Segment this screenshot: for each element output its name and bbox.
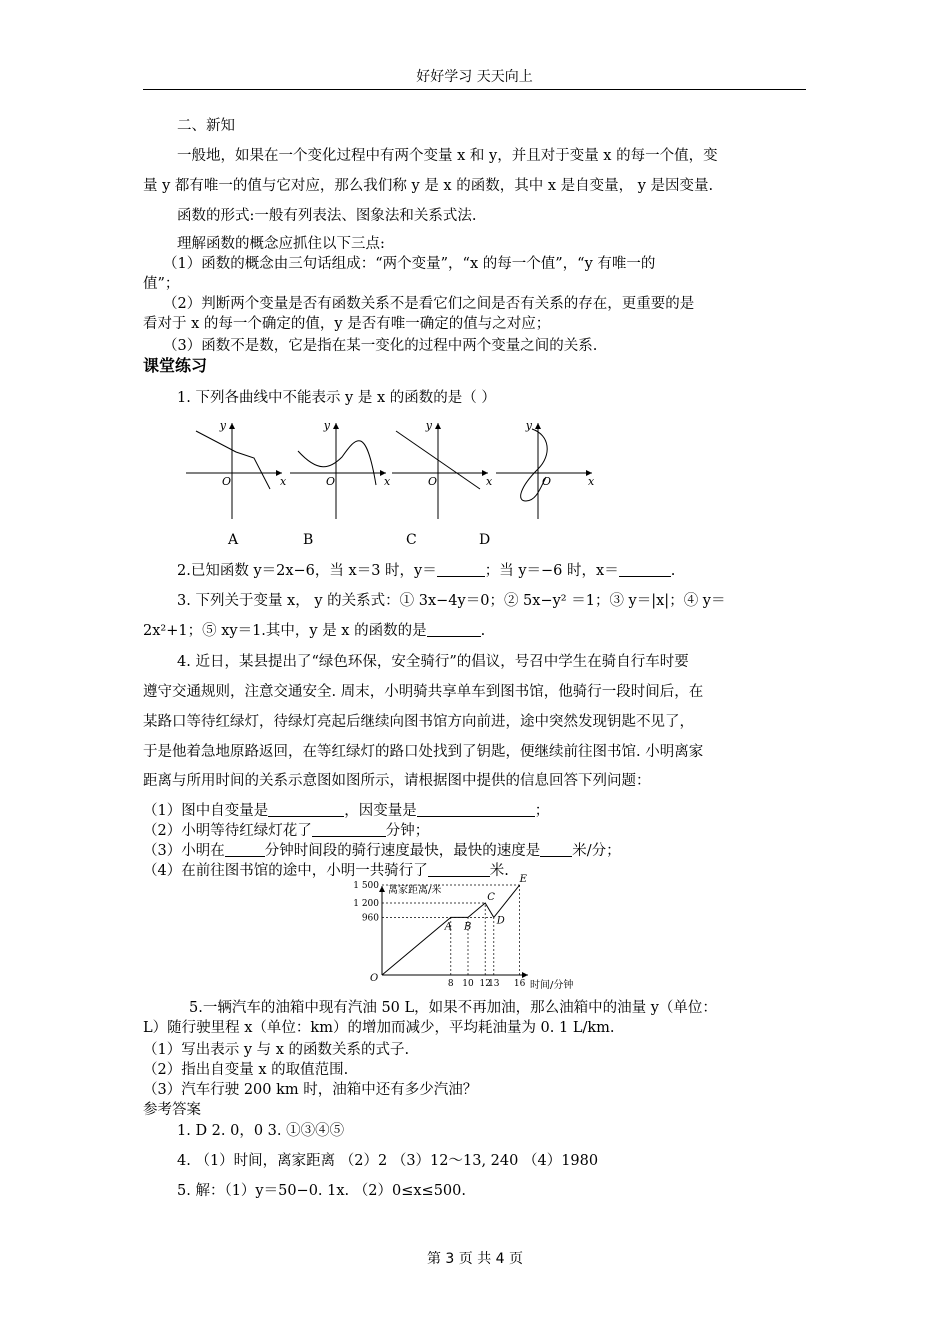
answers-line-2: 4. （1）时间，离家距离 （2）2 （3）12～13, 240 （4）1980 [177, 1153, 599, 1169]
graph-c [392, 419, 493, 519]
point-2a: （2）判断两个变量是否有函数关系不是看它们之间是否有关系的存在，更重要的是 [163, 296, 695, 312]
chart-y-label: 离家距离/米 [388, 885, 442, 896]
question-4-line-5: 距离与所用时间的关系示意图如图所示，请根据图中提供的信息回答下列问题： [143, 773, 651, 789]
q4-s4-end: 米. [489, 863, 509, 879]
chart-x-label: 时间/分钟 [530, 980, 574, 991]
section-title: 二、新知 [177, 118, 235, 134]
answers-title: 参考答案 [143, 1102, 201, 1118]
answers-line-1: 1. D 2. 0，0 3. ①③④⑤ [177, 1123, 345, 1139]
question-5-line-1: 5.一辆汽车的油箱中现有汽油 50 L，如果不再加油，那么油箱中的油量 y（单位： [189, 1000, 717, 1016]
q3-blank[interactable] [427, 622, 481, 637]
q4-s3-blank-1[interactable] [225, 842, 265, 857]
graph-c-x-label: x [486, 475, 493, 488]
q4-subquestion-2 [143, 821, 808, 841]
question-4-line-4: 于是他着急地原路返回，在等红绿灯的路口处找到了钥匙，便继续前往图书馆. 小明离家 [143, 744, 704, 760]
option-a-label: A [228, 532, 239, 548]
q4-subquestion-4 [143, 861, 808, 881]
q4-s1-end: ； [534, 803, 550, 819]
q4-s1-blank-1[interactable] [268, 802, 344, 817]
q4-s1-b: ，因变量是 [344, 803, 417, 819]
chart-y-arrow [379, 886, 385, 892]
q2-part-b: ；当 y＝−6 时，x＝ [484, 563, 619, 579]
q4-s4-blank[interactable] [428, 862, 490, 877]
q4-s2-a: （2）小明等待红绿灯花了 [143, 823, 312, 839]
q2-end: . [670, 563, 676, 579]
q3-end: . [480, 623, 486, 639]
graph-c-origin: O [428, 475, 438, 488]
chart-x-tick-3: 13 [488, 979, 500, 989]
graph-b [290, 419, 391, 519]
chart-origin-label: O [370, 973, 379, 984]
graph-a-origin: O [222, 475, 232, 488]
q4-s1-blank-2[interactable] [417, 802, 535, 817]
point-3: （3）函数不是数，它是指在某一变化的过程中两个变量之间的关系. [163, 338, 598, 354]
question-4-line-3: 某路口等待红绿灯，待绿灯亮起后继续向图书馆方向前进，途中突然发现钥匙不见了， [143, 714, 694, 730]
point-1b: 值”； [143, 276, 180, 292]
graph-d [496, 419, 595, 519]
point-1a: （1）函数的概念由三句话组成：“两个变量”，“x 的每一个值”，“y 有唯一的 [163, 256, 656, 272]
question-1: 1. 下列各曲线中不能表示 y 是 x 的函数的是（ ） [177, 390, 496, 406]
question-2 [143, 561, 808, 581]
graph-a [186, 419, 287, 519]
practice-title: 课堂练习 [143, 356, 208, 375]
chart-x-arrow [522, 972, 528, 978]
q5-subquestion-1: （1）写出表示 y 与 x 的函数关系的式子. [143, 1042, 410, 1058]
q4-s3-end: 米/分； [572, 843, 621, 859]
chart-point-A: A [444, 921, 453, 933]
page-header: 好好学习 天天向上 [416, 69, 533, 85]
chart-point-B: B [464, 921, 472, 933]
chart-y-tick-2: 1 500 [353, 881, 379, 891]
chart-point-D: D [496, 915, 505, 927]
graph-c-y-label: y [425, 419, 432, 432]
question-4-line-2: 遵守交通规则，注意交通安全. 周末，小明骑共享单车到图书馆，他骑行一段时间后，在 [143, 684, 704, 700]
chart-x-tick-2: 12 [479, 979, 491, 989]
q4-s2-end: 分钟； [385, 823, 430, 839]
graph-d-origin: O [542, 475, 552, 488]
answers-line-3: 5. 解：（1）y＝50−0. 1x. （2）0≤x≤500. [177, 1183, 466, 1199]
page-footer: 第 3 页 共 4 页 [426, 1251, 524, 1267]
q4-s4-a: （4）在前往图书馆的途中，小明一共骑行了 [143, 863, 428, 879]
option-d-label: D [479, 532, 491, 548]
q4-s3-blank-2[interactable] [540, 842, 572, 857]
chart-ticks [353, 881, 525, 989]
distance-time-chart [330, 874, 620, 998]
point-2b: 看对于 x 的每一个确定的值，y 是否有唯一确定的值与之对应； [143, 316, 551, 332]
understand-intro: 理解函数的概念应抓住以下三点: [177, 236, 385, 252]
graph-a-x-label: x [280, 475, 287, 488]
q2-blank-2[interactable] [619, 562, 671, 577]
chart-point-E: E [519, 874, 527, 885]
option-c-label: C [406, 532, 417, 548]
q4-s3-a: （3）小明在 [143, 843, 225, 859]
question-4-line-1: 4. 近日，某县提出了“绿色环保，安全骑行”的倡议，号召中学生在骑自行车时要 [177, 654, 689, 670]
header-divider [143, 89, 806, 90]
q4-s1-a: （1）图中自变量是 [143, 803, 269, 819]
question-3-line-2 [143, 621, 808, 641]
function-forms: 函数的形式:一般有列表法、图象法和关系式法. [177, 208, 477, 224]
q5-subquestion-3: （3）汽车行驶 200 km 时，油箱中还有多少汽油？ [143, 1082, 478, 1098]
q4-s2-blank[interactable] [312, 822, 386, 837]
q2-part-a: 2.已知函数 y＝2x−6，当 x＝3 时，y＝ [177, 563, 437, 579]
chart-x-tick-0: 8 [447, 979, 454, 989]
q1-graphs [180, 415, 600, 530]
graph-b-x-label: x [384, 475, 391, 488]
q2-blank-1[interactable] [437, 562, 485, 577]
graph-a-y-label: y [219, 419, 226, 432]
q4-s3-b: 分钟时间段的骑行速度最快，最快的速度是 [264, 843, 541, 859]
definition-line-1: 一般地，如果在一个变化过程中有两个变量 x 和 y，并且对于变量 x 的每一个值，变 [177, 148, 718, 164]
option-b-label: B [303, 532, 314, 548]
q4-subquestion-1 [143, 801, 808, 821]
definition-line-2: 量 y 都有唯一的值与它对应，那么我们称 y 是 x 的函数，其中 x 是自变量， y 是因变量. [143, 178, 714, 194]
question-3-line-1: 3. 下列关于变量 x， y 的关系式：① 3x−4y＝0；② 5x−y² ＝1；③ y＝|x|；④ y＝ [177, 593, 726, 609]
graph-d-x-label: x [588, 475, 595, 488]
graph-d-y-label: y [525, 419, 532, 432]
graph-b-origin: O [326, 475, 336, 488]
chart-x-tick-4: 16 [513, 979, 526, 989]
chart-y-tick-1: 1 200 [353, 899, 379, 909]
q3-part-b: 2x²+1；⑤ xy＝1.其中，y 是 x 的函数的是 [143, 623, 427, 639]
chart-point-C: C [487, 892, 495, 903]
chart-y-tick-0: 960 [361, 913, 379, 924]
question-5-line-2: L）随行驶里程 x（单位：km）的增加而减少，平均耗油量为 0. 1 L/km. [143, 1020, 615, 1036]
q4-subquestion-3 [143, 841, 808, 861]
chart-x-tick-1: 10 [462, 979, 474, 989]
q5-subquestion-2: （2）指出自变量 x 的取值范围. [143, 1062, 349, 1078]
graph-b-y-label: y [323, 419, 330, 432]
